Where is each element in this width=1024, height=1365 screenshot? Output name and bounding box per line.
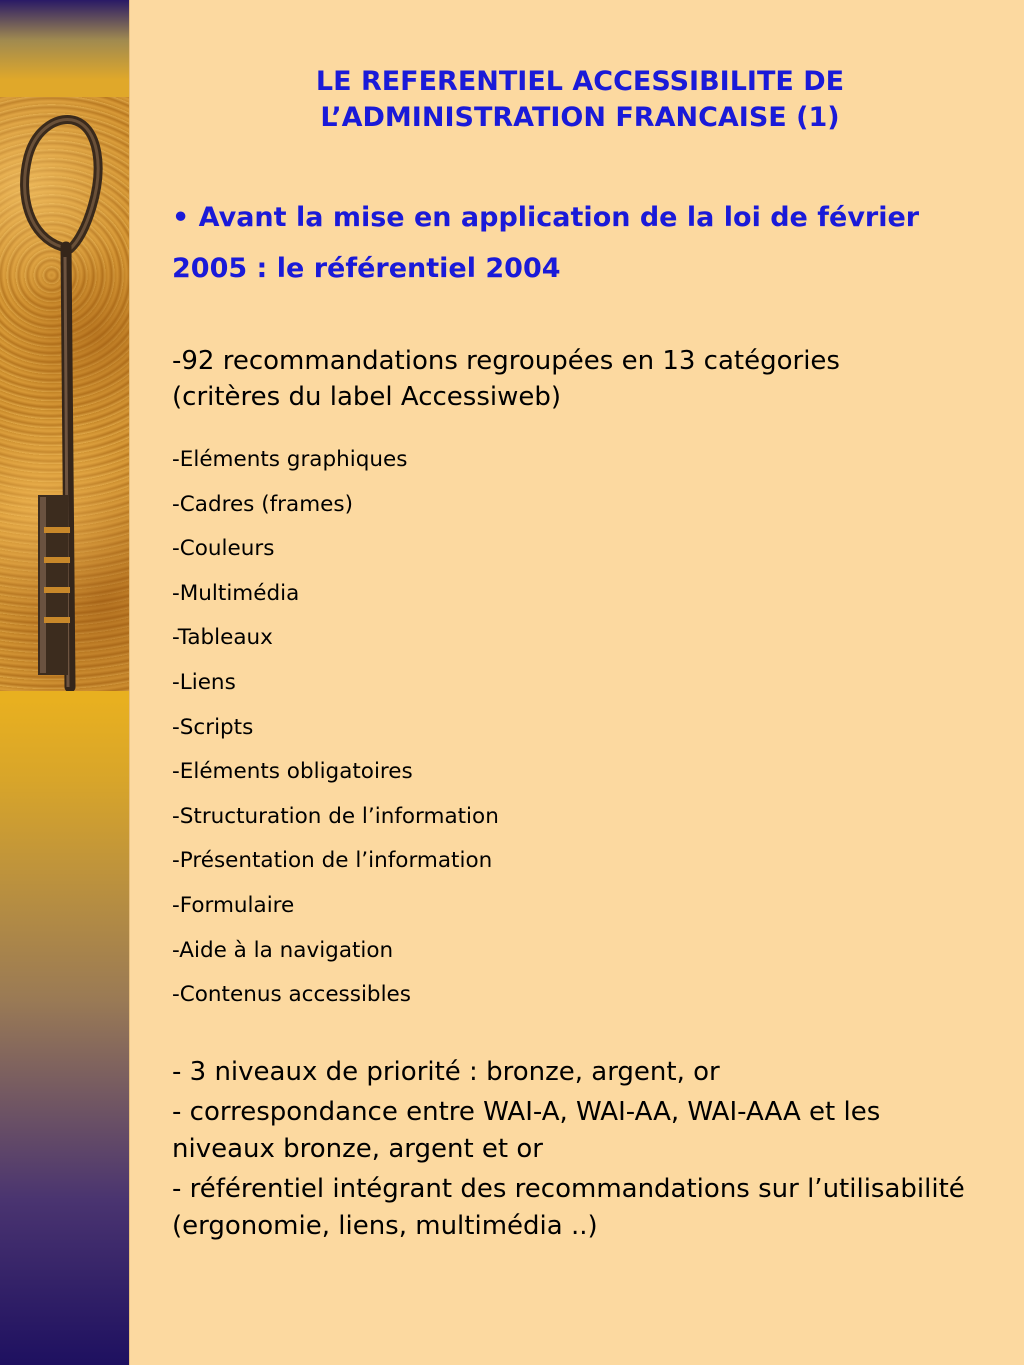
category-item: -Eléments obligatoires — [172, 759, 413, 785]
category-item: -Contenus accessibles — [172, 982, 411, 1008]
notes-block — [172, 1054, 972, 1248]
category-item: -Tableaux — [172, 625, 273, 651]
summary-line2: (critères du label Accessiweb) — [172, 382, 561, 412]
antique-key-picture — [0, 97, 129, 691]
category-item: -Présentation de l’information — [172, 848, 493, 874]
category-item: -Scripts — [172, 714, 254, 740]
category-item: -Couleurs — [172, 536, 275, 562]
bullet-heading: • Avant la mise en application de la loi de février 2005 : le référentiel 2004 — [172, 202, 920, 284]
note-wai-correspondence: - correspondance entre WAI-A, WAI-AA, WAI-AAA et les niveaux bronze, argent et or — [172, 1097, 881, 1164]
category-item: -Aide à la navigation — [172, 937, 394, 963]
summary-line1: -92 recommandations regroupées en 13 catégories — [172, 346, 840, 376]
decorative-sidebar — [0, 0, 129, 1365]
category-list — [172, 438, 499, 1018]
category-item: -Formulaire — [172, 892, 295, 918]
summary-text — [172, 343, 992, 415]
key-icon — [0, 97, 129, 691]
note-usability: - référentiel intégrant des recommandations sur l’utilisabilité (ergonomie, liens, multimédia ..) — [172, 1174, 965, 1241]
note-priority-levels: - 3 niveaux de priorité : bronze, argent, or — [172, 1057, 720, 1087]
category-item: -Eléments graphiques — [172, 447, 408, 472]
sidebar-divider — [129, 0, 130, 1365]
slide-title-line1: LE REFERENTIEL ACCESSIBILITE DE — [315, 66, 845, 97]
category-item: -Cadres (frames) — [172, 491, 353, 517]
slide-title — [250, 64, 910, 136]
category-item: -Liens — [172, 669, 236, 695]
category-item: -Structuration de l’information — [172, 803, 499, 829]
category-item: -Multimédia — [172, 580, 300, 606]
slide-title-line2: L’ADMINISTRATION FRANCAISE (1) — [320, 102, 840, 133]
